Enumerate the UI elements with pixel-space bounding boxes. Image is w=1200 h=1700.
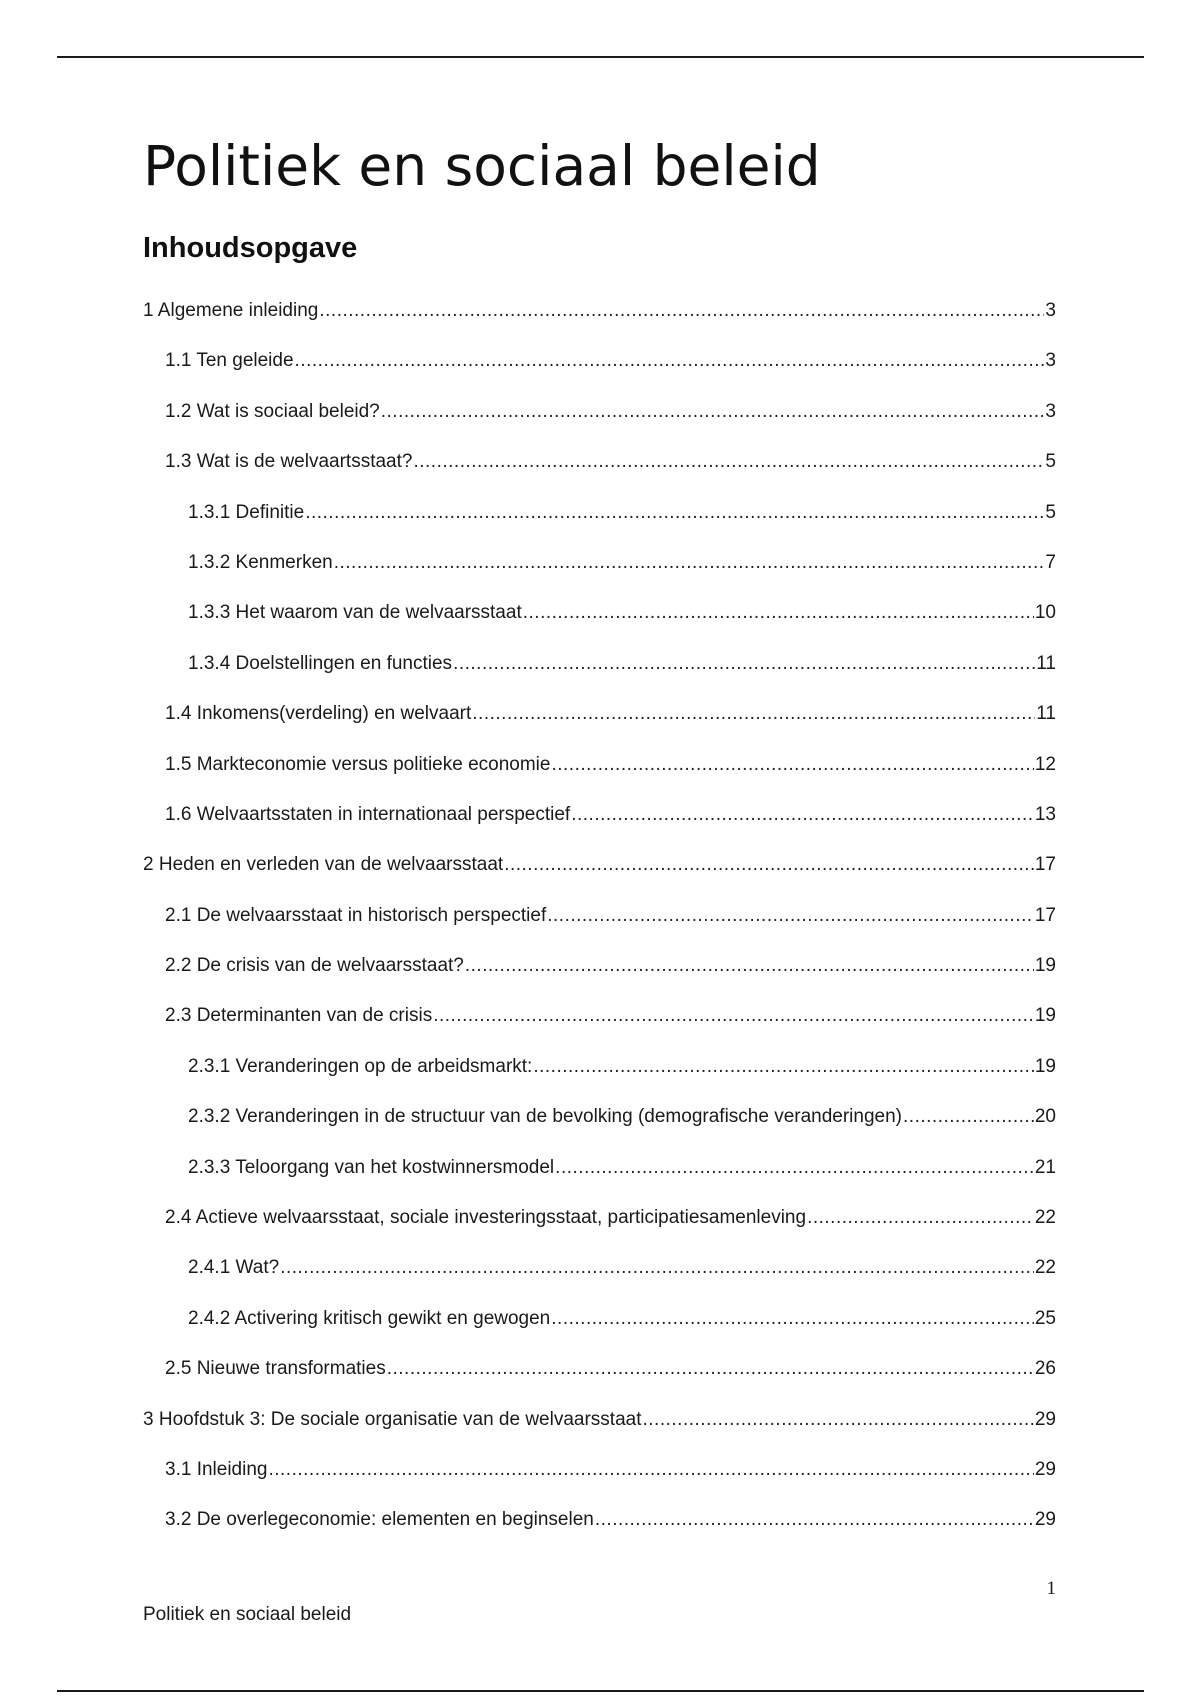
toc-entry-page: 3 (1045, 350, 1056, 372)
toc-dot-leader (551, 754, 1033, 776)
toc-entry-page: 25 (1034, 1307, 1056, 1329)
document-title: Politiek en sociaal beleid (143, 134, 821, 198)
toc-entry[interactable] (143, 451, 1056, 501)
toc-entry-title: 1.5 Markteconomie versus politieke economie (165, 753, 551, 775)
toc-entry-title: 1.1 Ten geleide (165, 350, 294, 372)
toc-entry-title: 2.5 Nieuwe transformaties (165, 1358, 386, 1380)
toc-dot-leader (280, 1257, 1034, 1279)
toc-dot-leader (453, 653, 1035, 675)
toc-entry-page: 29 (1034, 1458, 1056, 1480)
toc-entry-page: 3 (1045, 400, 1056, 422)
toc-entry[interactable] (143, 804, 1056, 854)
toc-dot-leader (807, 1207, 1034, 1229)
toc-entry-page: 5 (1045, 451, 1056, 473)
toc-entry[interactable] (143, 1106, 1056, 1156)
toc-entry[interactable] (143, 1358, 1056, 1408)
toc-dot-leader (295, 350, 1045, 372)
toc-entry-title: 2.3.2 Veranderingen in de structuur van de bevolking (demografische veranderingen) (188, 1106, 903, 1128)
toc-entry-page: 29 (1034, 1509, 1056, 1531)
toc-entry[interactable] (143, 1409, 1056, 1459)
toc-entry[interactable] (143, 955, 1056, 1005)
toc-entry[interactable] (143, 1207, 1056, 1257)
footer-rule (57, 1690, 1144, 1692)
toc-dot-leader (381, 401, 1045, 423)
toc-entry-page: 22 (1034, 1257, 1056, 1279)
toc-entry-page: 21 (1034, 1156, 1056, 1178)
toc-dot-leader (387, 1358, 1034, 1380)
toc-dot-leader (472, 703, 1035, 725)
toc-entry[interactable] (143, 552, 1056, 602)
toc-dot-leader (465, 955, 1034, 977)
toc-entry-page: 17 (1034, 904, 1056, 926)
toc-entry-page: 19 (1034, 1005, 1056, 1027)
toc-entry[interactable] (143, 1157, 1056, 1207)
toc-entry-page: 22 (1034, 1207, 1056, 1229)
toc-entry-title: 3.2 De overlegeconomie: elementen en beginselen (165, 1509, 594, 1531)
toc-entry-title: 1.2 Wat is sociaal beleid? (165, 400, 380, 422)
toc-entry-title: 1.3.1 Definitie (188, 501, 305, 523)
toc-entry-title: 1.3.4 Doelstellingen en functies (188, 652, 453, 674)
toc-entry-page: 26 (1034, 1358, 1056, 1380)
toc-dot-leader (533, 1056, 1034, 1078)
toc-entry-title: 2 Heden en verleden van de welvaarsstaat (143, 854, 504, 876)
toc-entry-title: 2.4 Actieve welvaarsstaat, sociale investeringsstaat, participatiesamenleving (165, 1207, 807, 1229)
toc-dot-leader (903, 1106, 1034, 1128)
toc-entry-page: 20 (1034, 1106, 1056, 1128)
toc-entry-title: 2.1 De welvaarsstaat in historisch perspectief (165, 904, 547, 926)
footer-text: Politiek en sociaal beleid (143, 1604, 352, 1625)
toc-entry[interactable] (143, 1509, 1056, 1559)
toc-entry-title: 1 Algemene inleiding (143, 300, 319, 321)
toc-dot-leader (319, 300, 1044, 322)
toc-entry[interactable] (143, 905, 1056, 955)
toc-dot-leader (305, 502, 1044, 524)
toc-entry-page: 29 (1034, 1408, 1056, 1430)
toc-entry[interactable] (143, 1459, 1056, 1509)
toc-entry-title: 3.1 Inleiding (165, 1458, 268, 1480)
toc-dot-leader (334, 552, 1045, 574)
toc-dot-leader (433, 1005, 1034, 1027)
toc-entry-title: 1.4 Inkomens(verdeling) en welvaart (165, 703, 472, 725)
toc-dot-leader (643, 1409, 1034, 1431)
toc-entry-title: 2.3 Determinanten van de crisis (165, 1005, 433, 1027)
toc-entry-page: 3 (1045, 300, 1056, 321)
toc-entry-page: 11 (1036, 703, 1056, 725)
toc-entry-title: 2.2 De crisis van de welvaarsstaat? (165, 955, 464, 977)
toc-entry-page: 12 (1034, 753, 1056, 775)
toc-dot-leader (504, 854, 1034, 876)
toc-entry-page: 19 (1034, 1055, 1056, 1077)
toc-heading: Inhoudsopgave (143, 232, 358, 264)
toc-entry-title: 1.3 Wat is de welvaartsstaat? (165, 451, 413, 473)
toc-dot-leader (551, 1308, 1034, 1330)
toc-entry-title: 3 Hoofdstuk 3: De sociale organisatie van de welvaarsstaat (143, 1408, 642, 1430)
toc-dot-leader (413, 451, 1044, 473)
table-of-contents (143, 300, 1056, 1560)
toc-entry-page: 19 (1034, 955, 1056, 977)
toc-entry-page: 17 (1034, 854, 1056, 876)
toc-entry-title: 1.3.3 Het waarom van de welvaarsstaat (188, 602, 522, 624)
page-number: 1 (1046, 1578, 1056, 1599)
toc-dot-leader (571, 804, 1034, 826)
toc-entry[interactable] (143, 401, 1056, 451)
header-rule (57, 56, 1144, 58)
toc-entry-page: 10 (1034, 602, 1056, 624)
toc-entry[interactable] (143, 300, 1056, 350)
toc-entry-page: 11 (1036, 652, 1056, 674)
toc-entry[interactable] (143, 1005, 1056, 1055)
toc-entry[interactable] (143, 502, 1056, 552)
toc-entry[interactable] (143, 1056, 1056, 1106)
toc-entry[interactable] (143, 1257, 1056, 1307)
toc-entry-page: 13 (1034, 803, 1056, 825)
toc-dot-leader (547, 905, 1034, 927)
toc-dot-leader (268, 1459, 1033, 1481)
toc-dot-leader (555, 1157, 1034, 1179)
toc-entry-page: 7 (1045, 551, 1056, 573)
toc-entry-title: 2.3.1 Veranderingen op de arbeidsmarkt: (188, 1055, 533, 1077)
toc-entry[interactable] (143, 653, 1056, 703)
toc-entry[interactable] (143, 602, 1056, 652)
toc-dot-leader (523, 602, 1034, 624)
toc-entry[interactable] (143, 703, 1056, 753)
toc-entry-title: 1.3.2 Kenmerken (188, 551, 333, 573)
toc-entry[interactable] (143, 350, 1056, 400)
toc-entry-title: 2.4.1 Wat? (188, 1257, 280, 1279)
toc-entry[interactable] (143, 754, 1056, 804)
toc-entry-title: 2.4.2 Activering kritisch gewikt en gewogen (188, 1307, 551, 1329)
toc-entry-title: 1.6 Welvaartsstaten in internationaal perspectief (165, 803, 571, 825)
toc-entry-title: 2.3.3 Teloorgang van het kostwinnersmodel (188, 1156, 555, 1178)
toc-entry[interactable] (143, 1308, 1056, 1358)
toc-entry-page: 5 (1045, 501, 1056, 523)
toc-entry[interactable] (143, 854, 1056, 904)
toc-dot-leader (595, 1509, 1034, 1531)
